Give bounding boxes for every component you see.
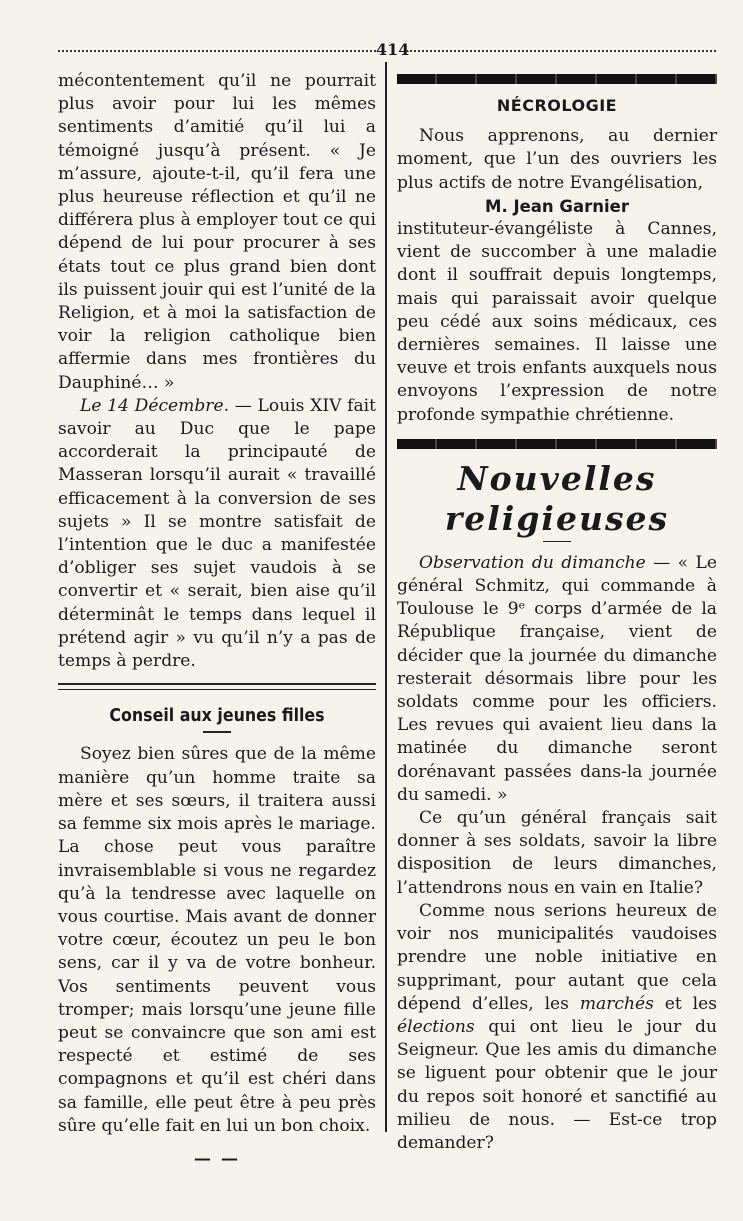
para3-text-b: et les (653, 993, 717, 1014)
general-paragraph: Ce qu’un général français sait donner à ses soldats, savoir la libre disposition de leurs dimanches, l’attendrons nous en vain en Italie? (397, 808, 717, 898)
conseil-paragraph: Soyez bien sûres que de la même manière qu’un homme traite sa mère et ses sœurs, il traitera aussi sa femme six mois après le mariage. La chose peut vous paraître invraisemblable si vous ne regardez qu’à la tendresse avec laquelle on vous courtise. Mais avant de donner votre cœur, écoutez un peu le bon sens, car il y va de votre bonheur. Vos sentiments peuvent vous tromper; mais lorsqu’une jeune fille peut se convaincre que son ami est respecté et estimé de ses compagnons et qu’il est chéri dans sa famille, elle peut être à peu près sûre qu’elle fait en lui un bon choix. (58, 744, 376, 1136)
header-rule-left (58, 50, 376, 52)
conseil-title: Conseil aux jeunes filles (109, 705, 325, 727)
para3-text-a: Comme nous serions heureux de voir nos municipalités vaudoises prendre une noble initiative en supprimant, pour autant que cela dépend d’elles, les (397, 900, 717, 1014)
continued-paragraph: mécontentement qu’il ne pourrait plus avoir pour lui les mêmes sentiments d’amitié qu’il lui a témoigné jusqu’à présent. « Je m’assure, ajoute-t-il, qu’il fera une plus heureuse réflection et qu’il ne différera plus à employer tout ce qui dépend de lui pour procurer à ses états tout ce plus grand bien dont ils puissent jouir qui est l’unité de la Religion, et à moi la satisfaction de voir la religion catholique bien affermie dans mes frontières du Dauphiné… » (58, 71, 376, 393)
top-ornamental-bar (397, 74, 717, 84)
right-column (397, 70, 717, 1155)
end-mark: — — (193, 1148, 241, 1169)
date-paragraph (58, 395, 376, 673)
page-header (58, 42, 716, 58)
nouvelles-underline (543, 541, 571, 542)
date-text: — Louis XIV fait savoir au Duc que le pape accorderait la principauté de Masseran lorsqu’il aurait « travaillé efficacement à la conversion de ses sujets » Il se montre satisfait de l’intention que le duc a manifestée d’obliger ses sujet vaudois à se convertir et « serait, bien aise qu’il déterminât le temps dans lequel il prétend agir » vu qu’il n’y a pas de temps à perdre. (58, 395, 376, 672)
observation-paragraph (397, 552, 717, 807)
nouvelles-title: Nouvelles religieuses (444, 458, 670, 538)
necrologie-title: NÉCROLOGIE (496, 96, 618, 115)
header-rule-right (406, 50, 716, 52)
deceased-name: M. Jean Garnier (485, 196, 629, 216)
page-number: 414 (376, 40, 410, 59)
municipalites-paragraph (397, 900, 717, 1155)
column-divider (385, 62, 387, 1132)
elections-word: élections (397, 1016, 475, 1037)
marches-word: marchés (579, 993, 654, 1014)
middle-ornamental-bar (397, 439, 717, 449)
left-column (58, 70, 376, 1171)
necrologie-text: instituteur-évangéliste à Cannes, vient de succomber à une maladie dont il souffrait depuis longtemps, mais qui paraissait avoir quelque peu cédé aux soins médicaux, ces dernières semaines. Il laisse une veuve et trois enfants auxquels nous envoyons l’expression de notre profonde sympathie chrétienne. (397, 219, 717, 425)
necrologie-intro: Nous apprenons, au dernier moment, que l’un des ouvriers les plus actifs de notre Evangélisation, (397, 126, 717, 193)
date-lead: Le 14 Décembre. (80, 395, 230, 416)
title-underline (203, 731, 231, 733)
para3-text-c: qui ont lieu le jour du Seigneur. Que les amis du dimanche se liguent pour obtenir que le jour du repos soit honoré et sanctifié au milieu de nous. — Est-ce trop demander? (397, 1016, 717, 1153)
section-separator (58, 683, 376, 690)
observation-text: — « Le général Schmitz, qui commande à Toulouse le 9ᵉ corps d’armée de la République française, vient de décider que la journée du dimanche resterait désormais libre pour les soldats comme pour les officiers. Les revues qui avaient lieu dans la matinée du dimanche seront dorénavant passées dans-la journée du samedi. » (397, 552, 717, 805)
observation-lead: Observation du dimanche (419, 552, 646, 573)
